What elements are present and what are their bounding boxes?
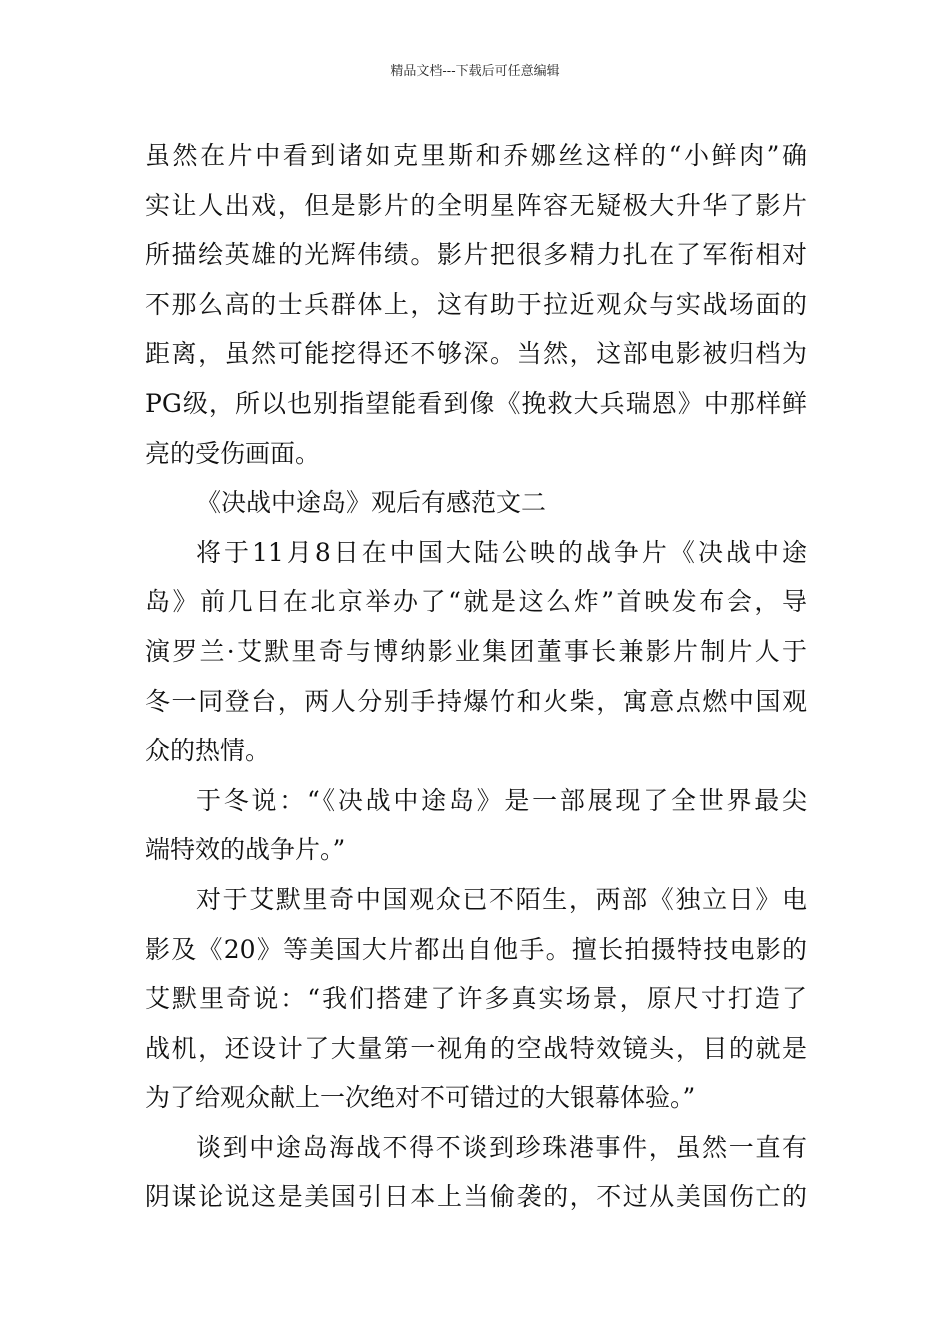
text-line: 端特效的战争片。” bbox=[145, 835, 346, 865]
text-line: 虽然在片中看到诸如克里斯和乔娜丝这样的“小鲜肉”确 bbox=[145, 141, 807, 170]
text-line: 冬一同登台，两人分别手持爆竹和火柴，寓意点燃中国观 bbox=[145, 686, 807, 716]
text-line: 演罗兰·艾默里奇与博纳影业集团董事长兼影片制片人于 bbox=[145, 636, 807, 666]
text-line: 艾默里奇说：“我们搭建了许多真实场景，原尺寸打造了 bbox=[145, 984, 807, 1014]
text-line: 谈到中途岛海战不得不谈到珍珠港事件，虽然一直有 bbox=[196, 1132, 807, 1162]
text-line: 于冬说：“《决战中途岛》是一部展现了全世界最尖 bbox=[196, 785, 807, 815]
text-line: 亮的受伤画面。 bbox=[145, 438, 321, 468]
text-line: 众的热情。 bbox=[145, 736, 271, 766]
text-line: 距离，虽然可能挖得还不够深。当然，这部电影被归档为 bbox=[145, 339, 807, 369]
text-line: 岛》前几日在北京举办了“就是这么炸”首映发布会，导 bbox=[145, 587, 807, 617]
text-line: 阴谋论说这是美国引日本上当偷袭的，不过从美国伤亡的 bbox=[145, 1182, 807, 1212]
document-body bbox=[145, 131, 807, 1222]
page-header: 精品文档---下载后可任意编辑 bbox=[390, 64, 560, 79]
text-line: 战机，还设计了大量第一视角的空战特效镜头，目的就是 bbox=[145, 1033, 807, 1063]
text-line: 所描绘英雄的光辉伟绩。影片把很多精力扎在了军衔相对 bbox=[145, 240, 807, 270]
text-line: 影及《20》等美国大片都出自他手。擅长拍摄特技电影的 bbox=[145, 934, 807, 964]
text-line: 不那么高的士兵群体上，这有助于拉近观众与实战场面的 bbox=[145, 289, 807, 319]
text-line: 为了给观众献上一次绝对不可错过的大银幕体验。” bbox=[145, 1083, 696, 1113]
text-line: 《决战中途岛》观后有感范文二 bbox=[196, 488, 547, 518]
text-line: 对于艾默里奇中国观众已不陌生，两部《独立日》电 bbox=[196, 884, 807, 914]
text-line: 将于11月8日在中国大陆公映的战争片《决战中途 bbox=[196, 537, 807, 567]
text-line: PG级，所以也别指望能看到像《挽救大兵瑞恩》中那样鲜 bbox=[145, 388, 807, 418]
text-line: 实让人出戏，但是影片的全明星阵容无疑极大升华了影片 bbox=[145, 190, 807, 220]
